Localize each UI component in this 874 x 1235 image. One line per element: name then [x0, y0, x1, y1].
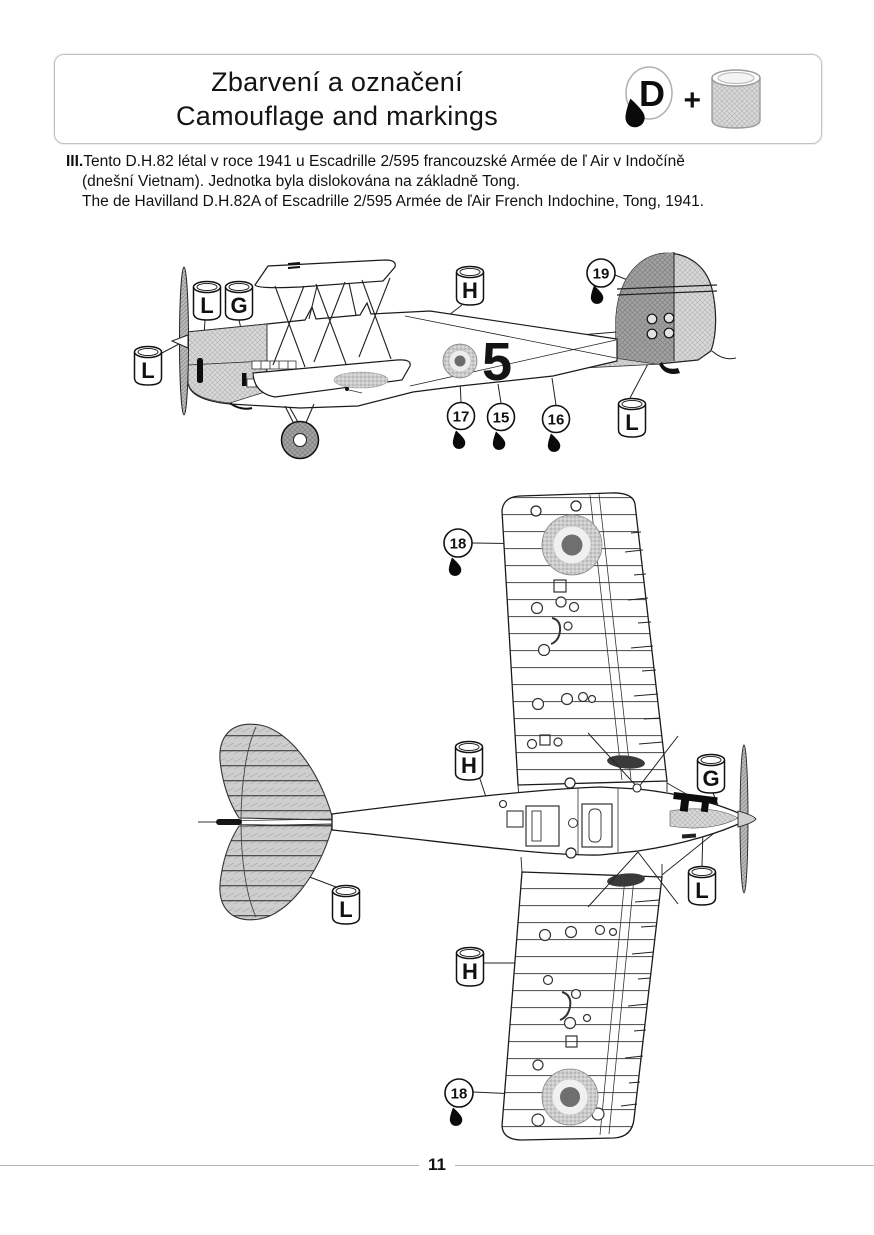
glue-drop-icon	[450, 429, 467, 450]
upper-wing-side	[255, 260, 395, 288]
svg-text:15: 15	[492, 409, 510, 427]
decal-callout-15	[488, 404, 515, 431]
description-line-3: The de Havilland D.H.82A of Escadrille 2/595 Armée de ľAir French Indochine, Tong, 1941.	[82, 193, 705, 210]
propeller-side	[172, 267, 189, 415]
page-title-english: Camouflage and markings	[175, 101, 499, 131]
paint-can-cowling-top	[689, 867, 716, 906]
description-line-1: III.Tento D.H.82 létal v roce 1941 u Escadrille 2/595 francouzské Armée de ľ Air v Indočíně	[66, 153, 685, 170]
description-line-2: (dnešní Vietnam). Jednotka byla dislokována na základně Tong.	[82, 173, 521, 190]
svg-text:G: G	[230, 293, 248, 318]
exhaust-stripe	[197, 358, 203, 383]
side-view-drawing	[100, 240, 760, 475]
paint-can-fuselage-top	[456, 742, 483, 781]
glue-drop-icon	[446, 556, 463, 577]
lower-wing-roundel	[542, 1069, 598, 1125]
paint-can-tail	[619, 399, 646, 438]
paint-can-cowl-front	[194, 282, 221, 321]
svg-text:L: L	[141, 358, 155, 383]
glue-drop-icon	[490, 430, 507, 451]
tailplane-top	[198, 724, 332, 920]
paint-drop-icon	[611, 63, 677, 135]
drop-letter: D	[639, 73, 666, 114]
svg-text:H: H	[462, 959, 478, 984]
upper-wing-roundel	[542, 515, 602, 575]
svg-text:16: 16	[547, 411, 565, 429]
page-footer	[0, 1155, 874, 1175]
svg-text:19: 19	[592, 265, 610, 283]
paint-can-cowl-top	[226, 282, 253, 321]
propeller-top	[738, 745, 756, 893]
svg-text:L: L	[625, 410, 639, 435]
scheme-numeral: III.	[66, 153, 84, 170]
svg-text:L: L	[200, 293, 214, 318]
page-number: 11	[428, 1155, 446, 1174]
decal-callout-19	[587, 259, 615, 287]
paint-can-tailplane-top	[333, 886, 360, 925]
svg-text:H: H	[461, 753, 477, 778]
svg-text:L: L	[339, 897, 353, 922]
paint-can-lower-wing	[457, 948, 484, 987]
svg-text:18: 18	[450, 1085, 468, 1103]
decal-callout-17	[448, 403, 475, 430]
decal-callout-18-lower	[445, 1079, 473, 1107]
footer-rule-left	[0, 1165, 419, 1166]
svg-text:18: 18	[449, 535, 467, 553]
page-title	[55, 65, 559, 133]
plus-sign: +	[683, 84, 701, 117]
main-wheel	[282, 404, 319, 459]
svg-text:G: G	[702, 766, 720, 791]
paint-can-propeller	[135, 347, 162, 386]
scheme-description	[66, 152, 810, 212]
svg-text:17: 17	[452, 408, 470, 426]
top-view-drawing	[170, 480, 874, 1155]
aircraft-number: 5	[481, 332, 513, 392]
svg-text:H: H	[462, 278, 478, 303]
header-box	[54, 54, 822, 144]
fuselage-roundel	[443, 344, 477, 378]
page-title-czech: Zbarvení a označení	[211, 67, 463, 97]
walkway-patch	[334, 372, 388, 388]
paint-can-fuselage	[457, 267, 484, 306]
paint-can-icon	[707, 66, 769, 132]
decal-callout-16	[543, 406, 570, 433]
glue-drop-icon	[447, 1106, 464, 1127]
fuselage-side	[188, 303, 617, 409]
paint-legend	[559, 63, 821, 135]
glue-drop-icon	[545, 432, 562, 453]
paint-can-engine-top	[698, 755, 725, 794]
svg-text:L: L	[695, 878, 709, 903]
decal-callout-18-upper	[444, 529, 472, 557]
footer-rule-right	[455, 1165, 874, 1166]
